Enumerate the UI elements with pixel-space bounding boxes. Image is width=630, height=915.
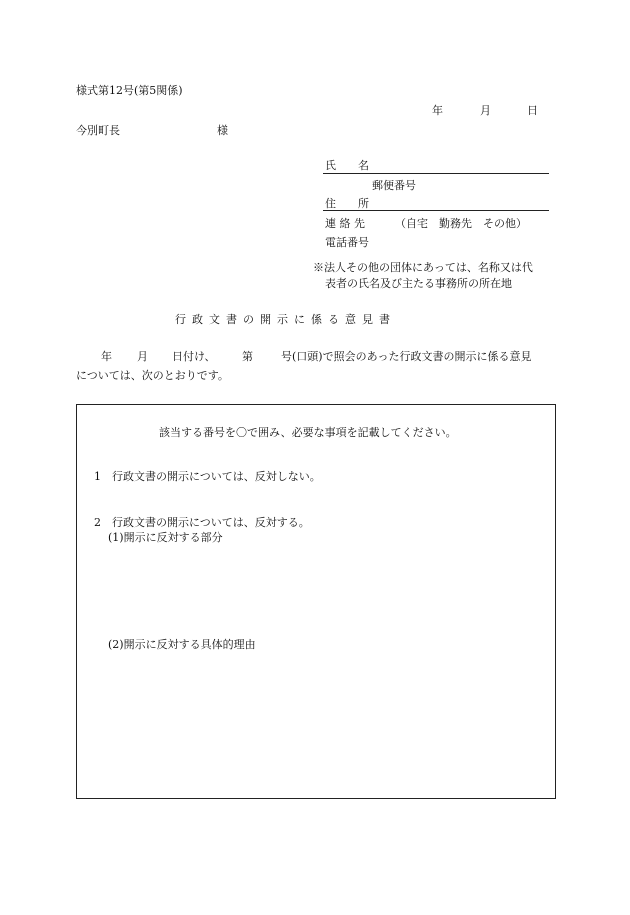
intro-line2: については、次のとおりです。 xyxy=(76,369,229,382)
objection-parts-label: (1)開示に反対する部分 xyxy=(108,531,223,544)
intro-day-suffix: 日付け、 xyxy=(172,350,216,363)
document-title: 行政文書の開示に係る意見書 xyxy=(175,313,396,326)
intro-number-prefix: 第 xyxy=(242,350,253,363)
intro-month: 月 xyxy=(137,350,148,363)
contact-options: （自宅 勤務先 その他） xyxy=(395,217,527,230)
intro-year: 年 xyxy=(101,350,112,363)
intro-number-suffix: 号(口頭)で照会のあった行政文書の開示に係る意見 xyxy=(281,350,532,363)
addressee: 今別町長 xyxy=(76,124,120,137)
corporation-note-line2: 表者の氏名及び主たる事務所の所在地 xyxy=(325,277,512,290)
date-year-label: 年 xyxy=(432,104,443,117)
option-objection[interactable]: 2 行政文書の開示については、反対する。 xyxy=(94,516,310,529)
date-day-label: 日 xyxy=(527,104,538,117)
box-instruction: 該当する番号を〇で囲み、必要な事項を記載してください。 xyxy=(159,426,457,439)
postal-code-label: 郵便番号 xyxy=(372,179,416,192)
name-field-line[interactable] xyxy=(323,173,549,174)
address-label: 住 所 xyxy=(325,197,369,210)
date-month-label: 月 xyxy=(480,104,491,117)
opinion-box xyxy=(76,404,556,799)
contact-label: 連 絡 先 xyxy=(325,217,365,230)
name-label: 氏 名 xyxy=(325,159,369,172)
phone-label: 電話番号 xyxy=(325,236,369,249)
corporation-note-line1: ※法人その他の団体にあっては、名称又は代 xyxy=(313,261,533,274)
address-field-line[interactable] xyxy=(323,210,549,211)
honorific: 様 xyxy=(217,124,228,137)
option-no-objection[interactable]: 1 行政文書の開示については、反対しない。 xyxy=(94,470,321,483)
form-number: 様式第12号(第5関係) xyxy=(76,84,183,97)
objection-reason-label: (2)開示に反対する具体的理由 xyxy=(108,638,256,651)
